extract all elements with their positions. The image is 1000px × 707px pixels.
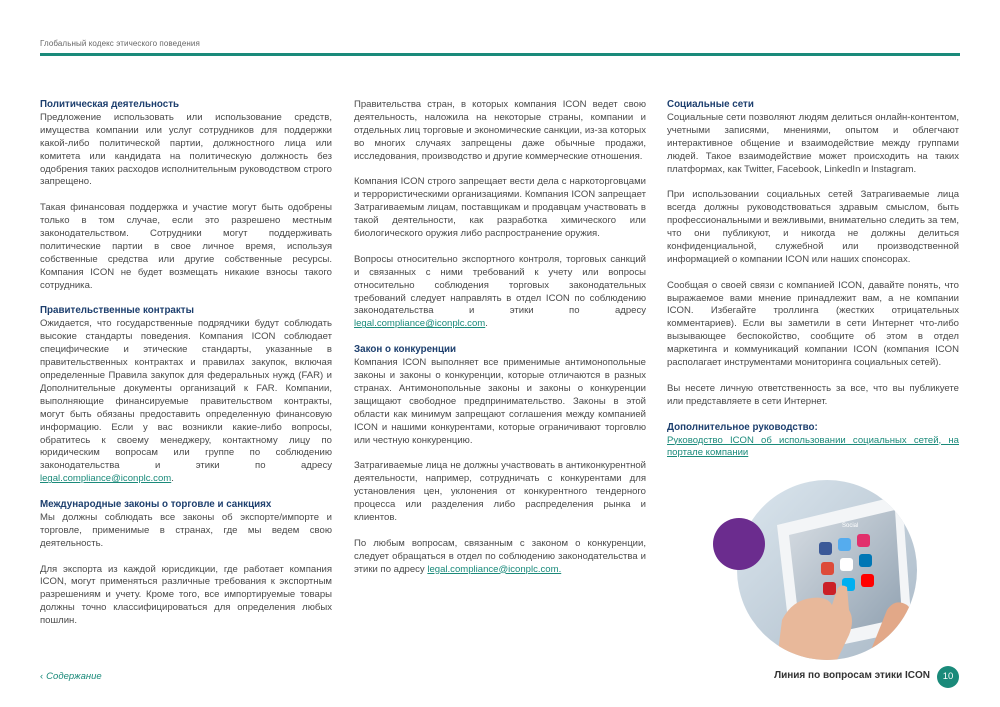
paragraph: Такая финансовая поддержка и участие могут быть одобрены только в том случае, если это разрешено местным законодательством. Сотрудники могут поддерживать политические партии в свое личное время, используя собственные средства или другие собственные ресурсы. Компания ICON не будет возмещать никакие взносы такого сотрудника. [40, 202, 332, 291]
paragraph [667, 435, 959, 461]
chevron-left-icon: ‹ [40, 671, 44, 682]
social-media-guide-link[interactable]: Руководство ICON об использовании социальных сетей, на портале компании [667, 434, 959, 459]
paragraph: Мы должны соблюдать все законы об экспорте/импорте и торговле, применимые в странах, где мы ведем свою деятельность. [40, 511, 332, 549]
paragraph: Вы несете личную ответственность за все, что вы публикуете или представляете в сети Интернет. [667, 382, 959, 407]
paragraph: Для экспорта из каждой юрисдикции, где работает компания ICON, могут применяться различные требования к экспортным разрешениям и учету. Кроме того, все импортируемые товары должны точно классифицироваться для определения любых пошлин. [40, 563, 332, 627]
compliance-email-link[interactable]: legal.compliance@iconplc.com [40, 473, 172, 485]
compliance-email-link[interactable]: legal.compliance@iconplc.com [354, 318, 486, 330]
paragraph-text: . [485, 318, 488, 330]
document-title: Глобальный кодекс этического поведения [40, 39, 200, 48]
section-heading-additional-guidance: Дополнительное руководство: [667, 421, 818, 433]
section-heading-social-media: Социальные сети [667, 99, 754, 110]
header-divider [40, 53, 960, 56]
paragraph: Социальные сети позволяют людям делиться онлайн-контентом, учетными записями, мнениями, опытом и облегчают интерактивное общение и взаимодействие между группами людей. Такое взаимодействие может происходить на таких платформах, как Twitter, Facebook, LinkedIn и Instagram. [667, 111, 959, 175]
ethics-hotline-label: Линия по вопросам этики ICON [774, 670, 930, 681]
paragraph: Затрагиваемые лица не должны участвовать в антиконкурентной деятельности, например, сотрудничать с конкурентами для установления цен, уклонения от конкурентного тендерного процесса или разделения либо распределения рынка и клиентов. [354, 460, 646, 523]
screen-label: Social [842, 523, 859, 529]
paragraph-text: . [171, 473, 174, 485]
tablet-illustration [737, 480, 917, 660]
paragraph-text: По любым вопросам, связанным с законом о конкуренции, следует обращаться в отдел по соблюдению законодательства и этики по адресу [354, 537, 646, 575]
paragraph [40, 318, 332, 486]
paragraph: Компания ICON строго запрещает вести дела с наркоторговцами и террористическими организациями. Компания ICON запрещает Затрагиваемым лицам, поставщикам и продавцам участвовать в такой деятельности, как разработка химического или биологического оружия либо распространение оружия. [354, 176, 646, 240]
contents-link-label: Содержание [46, 671, 102, 682]
contents-link[interactable] [40, 671, 102, 682]
column-1 [40, 99, 332, 628]
paragraph: Предложение использовать или использование средств, имущества компании или услуг сотрудников для поддержки какой-либо политической партии, должностного лица или комитета или кандидата на политическую должность без одобрения таких расходов исполнительным руководством строго запрещено. [40, 111, 332, 188]
paragraph: Правительства стран, в которых компания ICON ведет свою деятельность, наложила на некоторые страны, компании и отдельных лиц торговые и экономические санкции, из-за которых во многих случаях запрещены даже обычные продажи, исследования, производство и другие коммерческие отношения. [354, 99, 646, 162]
tablet-photo [737, 480, 917, 660]
section-heading-political: Политическая деятельность [40, 99, 180, 110]
section-heading-trade-sanctions: Международные законы о торговле и санкциях [40, 499, 272, 511]
column-2 [354, 99, 646, 576]
paragraph: Компания ICON выполняет все применимые антимонопольные законы и законы о конкуренции, которые отличаются в разных странах. Антимонопольные законы и законы о конкуренции защищают свободное предпринимательство. Законы в этой области как минимум запрещают соглашения между компанией ICON и нашими конкурентами, которые ограничивают торговлю или честную конкуренцию. [354, 357, 646, 446]
paragraph: При использовании социальных сетей Затрагиваемые лица всегда должны руководствоваться здравым смыслом, быть профессиональными и вежливыми, внимательно следить за тем, что они публикуют, и никогда не должны делиться конфиденциальной, служебной или производственной информацией о компании ICON или наших спонсорах. [667, 189, 959, 265]
column-3 [667, 99, 959, 460]
app-icons [819, 534, 874, 595]
paragraph [354, 254, 646, 331]
page-number: 10 [937, 666, 959, 688]
section-heading-government-contracts: Правительственные контракты [40, 305, 194, 317]
paragraph [354, 538, 646, 577]
section-heading-competition-law: Закон о конкуренции [354, 344, 457, 356]
decorative-circle [713, 518, 765, 570]
paragraph-text: Ожидается, что государственные подрядчики будут соблюдать высокие стандарты поведения. Компания ICON соблюдает специфические и этические стандарты, указанные в правительственных контрактах и правилах закупок, включая определенные Правила закупок для федеральных нужд (FAR) и Дополнительные документы организаций к FAR. Компании, выполняющие финансируемые правительством контракты, могут быть обязаны предоставить определенную финансовую информацию. Если у вас возникли какие-либо вопросы, обратитесь к своему менеджеру, контактному лицу по юридическим вопросам или группе по соблюдению законодательства и этики по адресу [40, 318, 332, 472]
compliance-email-link[interactable]: legal.compliance@iconplc.com. [427, 563, 562, 575]
paragraph: Сообщая о своей связи с компанией ICON, давайте понять, что выражаемое вами мнение принадлежит вам, а не компании ICON. Избегайте троллинга (жестких отрицательных комментариев). Если вы заметили в сети Интернет что-либо вызывающее беспокойство, сообщите об этом в отдел маркетинга и коммуникаций компании ICON (компания ICON располагает инструментами мониторинга социальных сетей). [667, 279, 959, 369]
paragraph-text: Вопросы относительно экспортного контроля, торговых санкций и связанных с ними требований к учету или вопросы относительно соблюдения торговых законодательных требований следует направлять в отдел ICON по соблюдению законодательства и этики по адресу [354, 253, 646, 317]
